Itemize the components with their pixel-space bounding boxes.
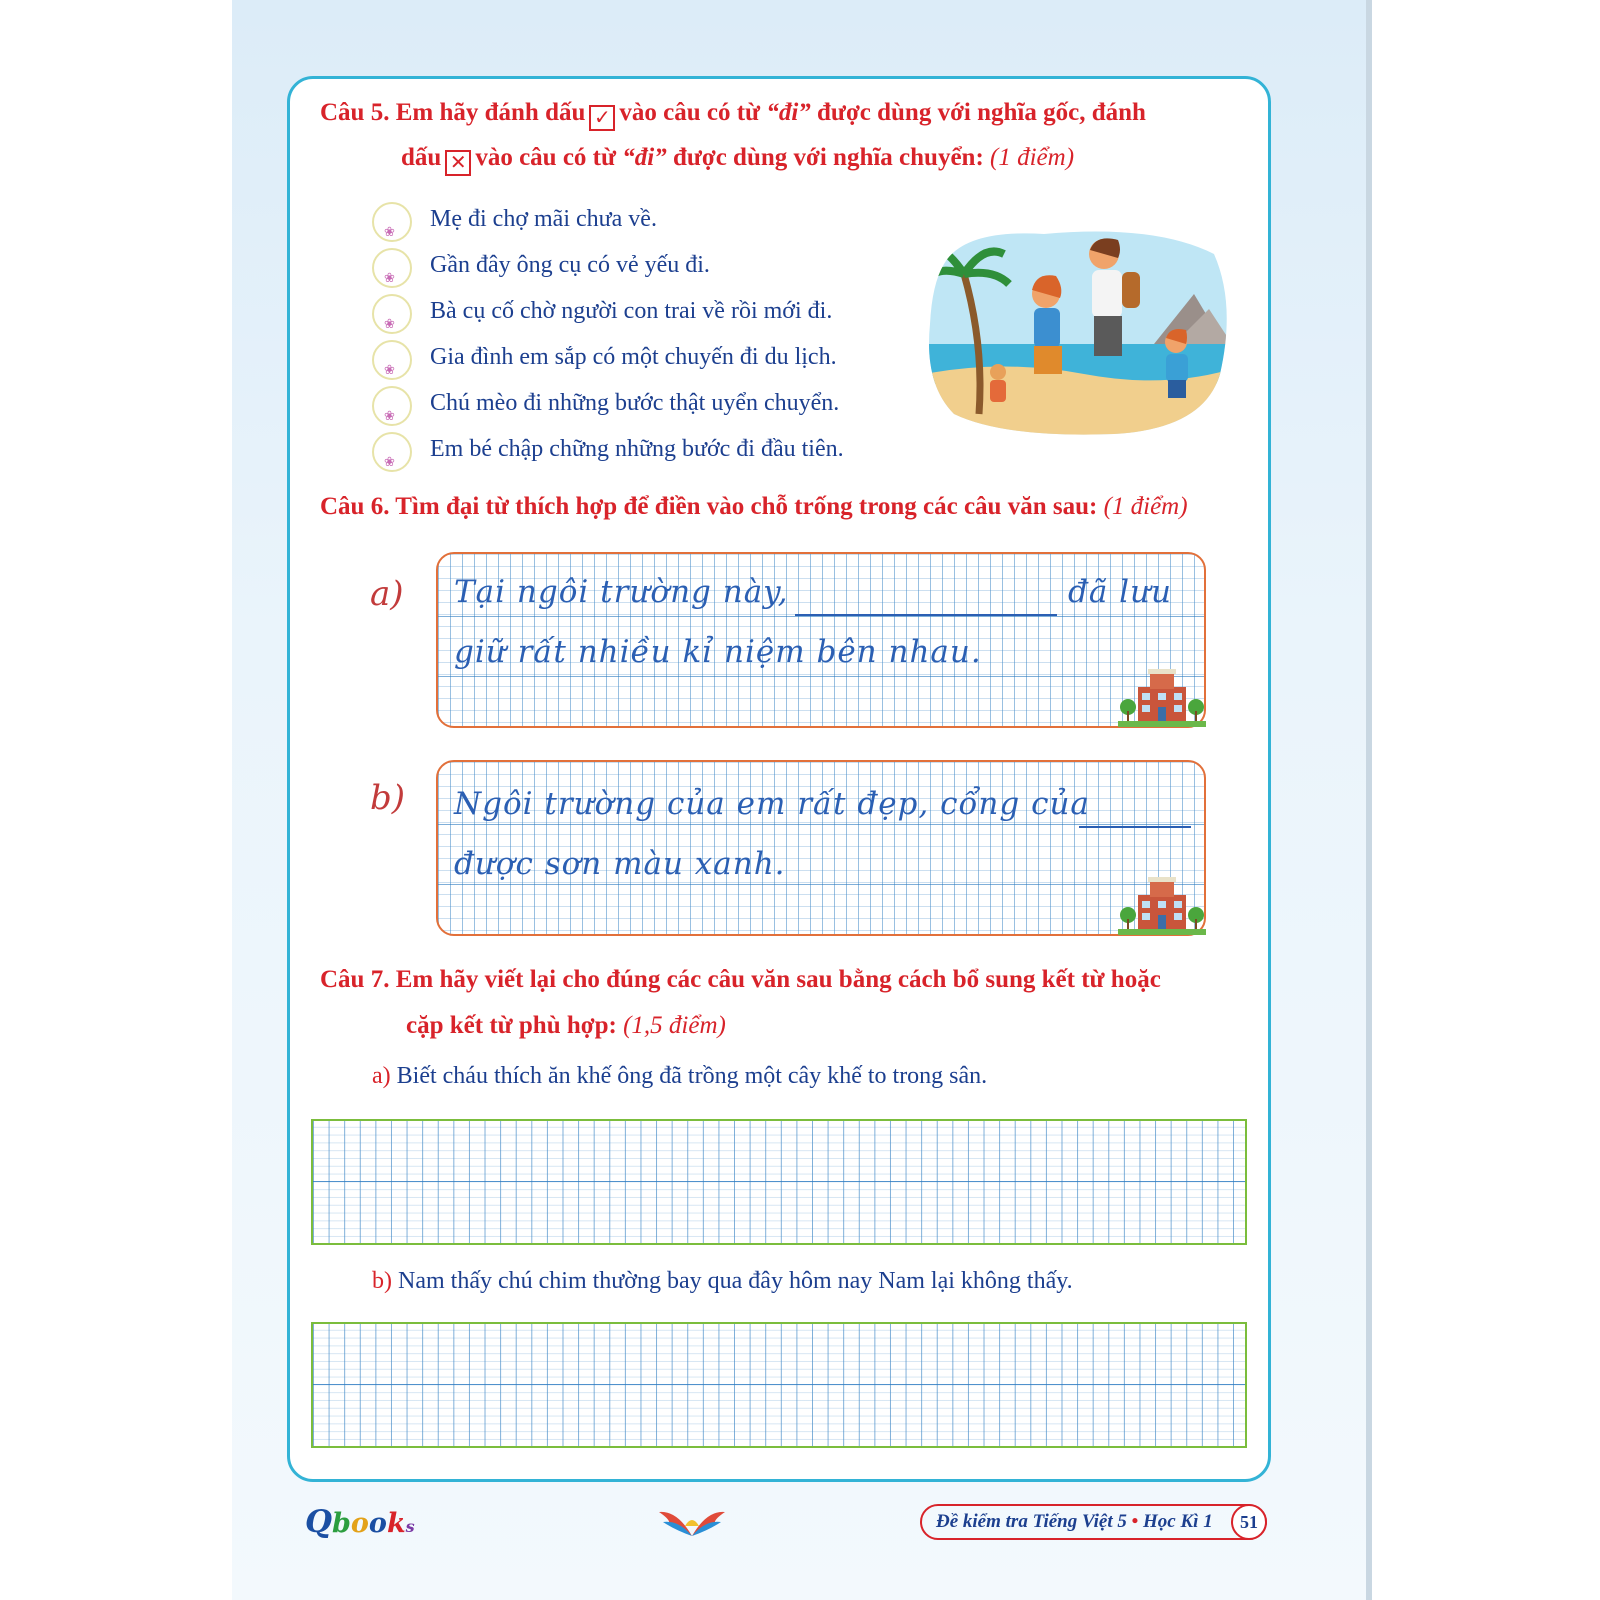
flower-icon: ❀ [384, 362, 395, 377]
question7-title-line2 [406, 1012, 726, 1040]
question5-title-line1 [320, 99, 1146, 131]
wings-logo-icon [657, 1506, 727, 1542]
q7b-text: Nam thấy chú chim thường bay qua đây hôm nay Nam lại không thấy. [398, 1268, 1073, 1294]
school-icon [1118, 665, 1206, 727]
page-number: 51 [1231, 1504, 1267, 1540]
option-text: Gần đây ông cụ có vẻ yếu đi. [430, 252, 710, 278]
q7b-writing-grid[interactable] [311, 1322, 1247, 1448]
q5-title-text4: dấu [401, 144, 442, 171]
q7a-sentence [372, 1063, 987, 1090]
option-text: Gia đình em sắp có một chuyến đi du lịch. [430, 344, 837, 370]
book-title-badge [920, 1504, 1267, 1540]
q5-title-text: Câu 5. Em hãy đánh dấu [320, 99, 586, 126]
q7-title-text: cặp kết từ phù hợp: [406, 1012, 617, 1039]
q5-word2: “đi” [622, 144, 667, 171]
q6-points: (1 điểm) [1103, 493, 1188, 520]
q5-title-text6: được dùng với nghĩa chuyển: [672, 144, 984, 171]
page-edge [1366, 0, 1372, 1600]
q6a-line1-start: Tại ngôi trường này, [454, 574, 789, 610]
q6b-line2: được sơn màu xanh. [454, 846, 786, 882]
flower-icon: ❀ [384, 316, 395, 331]
q7a-writing-grid[interactable] [311, 1119, 1247, 1245]
qbooks-logo: Qbooks [305, 1504, 415, 1540]
q5-word: “đi” [766, 99, 811, 126]
q6a-line1-end: đã lưu [1068, 574, 1173, 610]
q7-points: (1,5 điểm) [623, 1012, 726, 1039]
option-text: Chú mèo đi những bước thật uyển chuyển. [430, 390, 840, 416]
family-beach-illustration [924, 224, 1232, 438]
q5-title-text5: vào câu có từ [475, 144, 616, 171]
option-text: Bà cụ cố chờ người con trai về rồi mới đi. [430, 298, 833, 324]
book-title: Đề kiểm tra Tiếng Việt 5 • Học Kì 1 [936, 1511, 1213, 1532]
q6a-blank-line[interactable] [795, 614, 1057, 616]
q7b-label: b) [372, 1268, 392, 1294]
question6-title [320, 493, 1188, 521]
q7a-text: Biết cháu thích ăn khế ông đã trồng một cây khế to trong sân. [396, 1063, 988, 1089]
checkbox-check-icon: ✓ [589, 105, 615, 131]
q5-title-text2: vào câu có từ [619, 99, 761, 126]
question5-title-line2 [401, 144, 1074, 176]
question7-title-line1: Câu 7. Em hãy viết lại cho đúng các câu văn sau bằng cách bổ sung kết từ hoặc [320, 966, 1161, 993]
option-text: Em bé chập chững những bước đi đầu tiên. [430, 436, 844, 462]
q7b-sentence [372, 1268, 1073, 1295]
q6b-line1: Ngôi trường của em rất đẹp, cổng của [454, 786, 1090, 822]
q6a-label: a) [370, 574, 404, 614]
flower-icon: ❀ [384, 270, 395, 285]
q6-title-text: Câu 6. Tìm đại từ thích hợp để điền vào chỗ trống trong các câu văn sau: [320, 493, 1098, 520]
q5-title-text3: được dùng với nghĩa gốc, đánh [817, 99, 1146, 126]
flower-icon: ❀ [384, 224, 395, 239]
checkbox-cross-icon: ✕ [445, 150, 471, 176]
q6b-label: b) [370, 778, 406, 818]
q5-points: (1 điểm) [990, 144, 1075, 171]
q6a-line2: giữ rất nhiều kỉ niệm bên nhau. [454, 634, 982, 670]
school-icon [1118, 873, 1206, 935]
q7a-label: a) [372, 1063, 391, 1089]
q6b-blank-line[interactable] [1079, 826, 1191, 828]
option-text: Mẹ đi chợ mãi chưa về. [430, 206, 657, 232]
flower-icon: ❀ [384, 408, 395, 423]
flower-icon: ❀ [384, 454, 395, 469]
